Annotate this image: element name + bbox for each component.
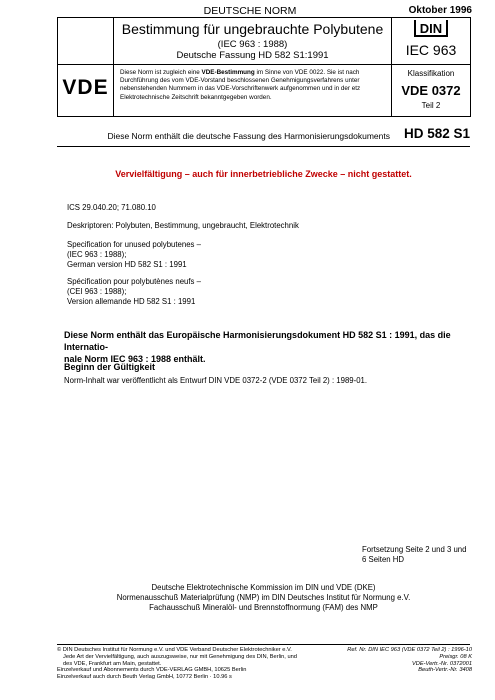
document-title: Bestimmung für ungebrauchte Polybutene (121, 21, 384, 37)
french-title: Spécification pour polybutènes neufs – (CEI 963 : 1988); Version allemande HD 582 S1 : 1991 (67, 277, 201, 306)
iec-reference: (IEC 963 : 1988) (217, 39, 288, 50)
continuation-note: Fortsetzung Seite 2 und 3 und 6 Seiten HD (362, 545, 467, 564)
german-version-line: Deutsche Fassung HD 582 S1:1991 (176, 50, 329, 61)
english-title: Specification for unused polybutenes – (IEC 963 : 1988); German version HD 582 S1 : 1991 (67, 240, 201, 269)
reference-numbers: Ref. Nr. DIN IEC 963 (VDE 0372 Teil 2) : 1996-10 Preisgr. 08 K VDE-Vertr.-Nr. 0372001 Beuth-Vertr.-Nr. 3408 (347, 647, 472, 674)
copy-warning: Vervielfältigung – auch für innerbetriebliche Zwecke – nicht gestattet. (115, 169, 412, 179)
hd-statement: Diese Norm enthält die deutsche Fassung des Harmonisierungsdokuments (107, 131, 390, 141)
teil-label: Teil 2 (421, 101, 441, 110)
vde-logo: VDE (62, 76, 109, 99)
responsible-committees: Deutsche Elektrotechnische Kommission im DIN und VDE (DKE) Normenausschuß Materialprüfung (NMP) im DIN Deutsches Institut für Normung e.V. Fachausschuß Mineralöl- und Brennstoffnormung (FAM) des NMP (116, 583, 411, 612)
validity-heading: Beginn der Gültigkeit (64, 362, 156, 372)
vde-note: Diese Norm ist zugleich eine VDE-Bestimmung im Sinne von VDE 0022. Sie ist nach Durchführung des vom VDE-Vorstand beschlossenen Genehmigungsverfahrens unter nebenstehenden Nummern in das VDE-Vorschriftenwerk aufgenommen und in der etz Elektrotechnische Zeitschrift bekanntgegeben worden. (120, 69, 361, 101)
descriptors: Deskriptoren: Polybuten, Bestimmung, ungebraucht, Elektrotechnik (67, 221, 299, 230)
iec-number: IEC 963 (405, 42, 457, 58)
din-logo: DIN (414, 20, 448, 37)
ics-codes: ICS 29.040.20; 71.080.10 (67, 203, 156, 212)
harmonization-statement: Diese Norm enthält das Europäische Harmonisierungsdokument HD 582 S1 : 1991, das die Internatio- nale Norm IEC 963 : 1988 enthält. (64, 330, 451, 364)
hd-number: HD 582 S1 (403, 126, 470, 141)
klassifikation-label: Klassifikation (407, 69, 455, 78)
publication-date: Oktober 1996 (408, 5, 472, 16)
vde-classification-number: VDE 0372 (401, 83, 461, 98)
norm-type: DEUTSCHE NORM (203, 5, 297, 17)
copyright-notice: © DIN Deutsches Institut für Normung e.V. und VDE Verband Deutscher Elektrotechniker e.V. Jede Art der Vervielfältigung, auch auszugsweise, nur mit Genehmigung des DIN, Berlin, und des VDE, Frankfurt am Main, gestattet. Einzelverkauf und Abonnements durch VDE-VERLAG GMBH, 10625 Berlin Einzelverkauf auch durch Beuth Verlag GmbH, 10772 Berlin · 10.96 s (57, 647, 297, 681)
validity-text: Norm-Inhalt war veröffentlicht als Entwurf DIN VDE 0372-2 (VDE 0372 Teil 2) : 1989-01. (64, 376, 368, 385)
